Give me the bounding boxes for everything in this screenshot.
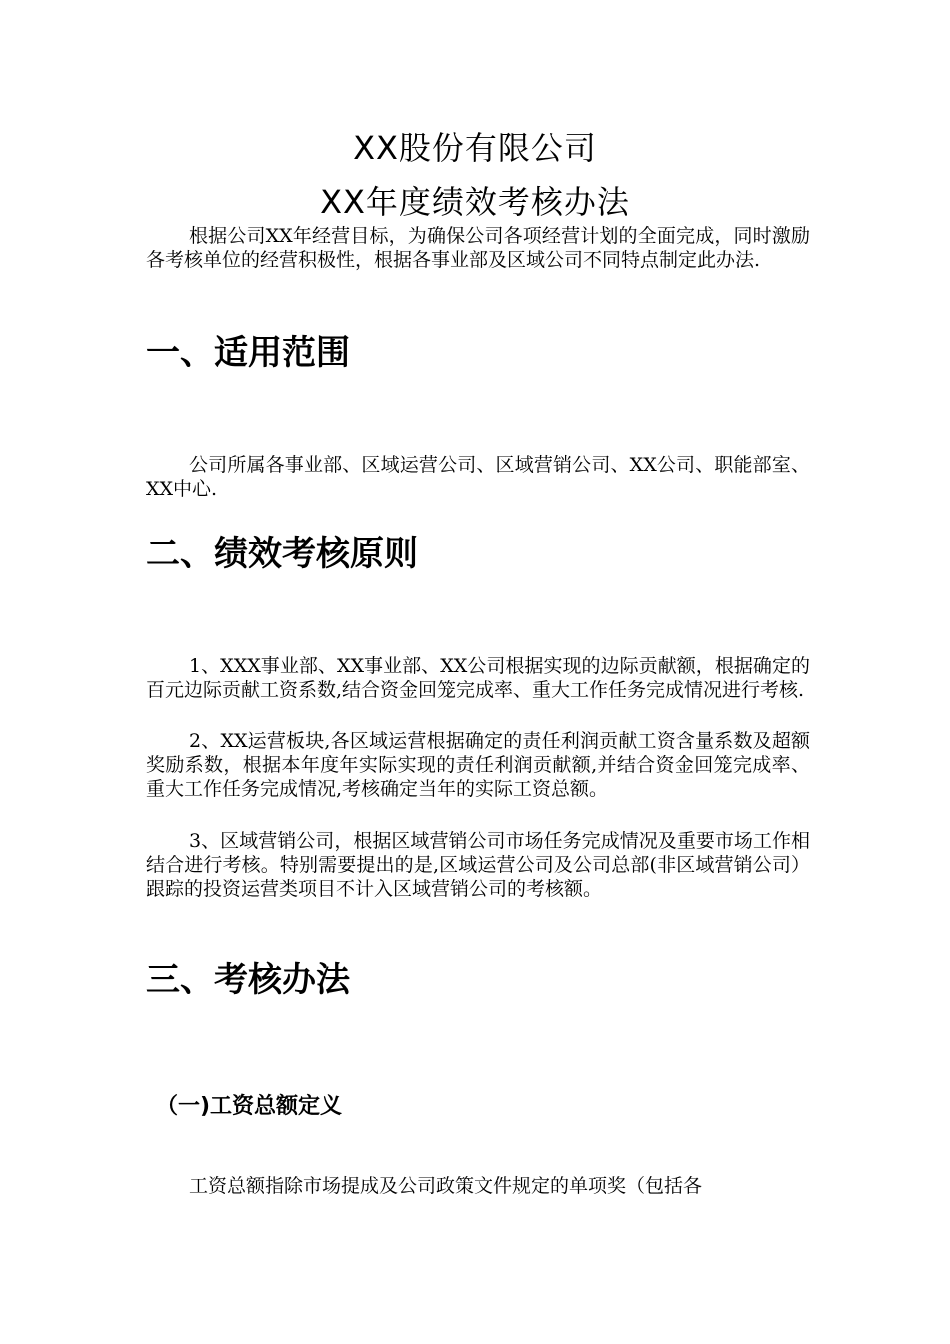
section-3-subheading: （一)工资总额定义 xyxy=(156,1094,343,1119)
section-1-heading: 一、适用范围 xyxy=(146,333,350,373)
company-title: XX股份有限公司 xyxy=(353,129,597,167)
principle-item-2: 2、XX运营板块,各区域运营根据确定的责任利润贡献工资含量系数及超额奖励系数，根据本年度年实际实现的责任利润贡献额,并结合资金回笼完成率、重大工作任务完成情况,考核确定当年的实际工资总额。 xyxy=(146,730,810,800)
section-2-heading: 二、绩效考核原则 xyxy=(146,534,418,574)
document-title: XX年度绩效考核办法 xyxy=(320,183,630,221)
principle-item-3: 3、区域营销公司，根据区域营销公司市场任务完成情况及重要市场工作相结合进行考核。特别需要提出的是,区域运营公司及公司总部(非区域营销公司）跟踪的投资运营类项目不计入区域营销公司的考核额。 xyxy=(146,830,810,900)
section-3-body: 工资总额指除市场提成及公司政策文件规定的单项奖（包括各 xyxy=(189,1175,703,1197)
principle-item-1: 1、XXX事业部、XX事业部、XX公司根据实现的边际贡献额，根据确定的百元边际贡献工资系数,结合资金回笼完成率、重大工作任务完成情况进行考核. xyxy=(146,655,810,701)
section-3-heading: 三、考核办法 xyxy=(146,960,350,1000)
intro-paragraph: 根据公司XX年经营目标，为确保公司各项经营计划的全面完成，同时激励各考核单位的经营积极性，根据各事业部及区域公司不同特点制定此办法. xyxy=(146,225,810,271)
section-1-body: 公司所属各事业部、区域运营公司、区域营销公司、XX公司、职能部室、XX中心. xyxy=(146,454,810,500)
